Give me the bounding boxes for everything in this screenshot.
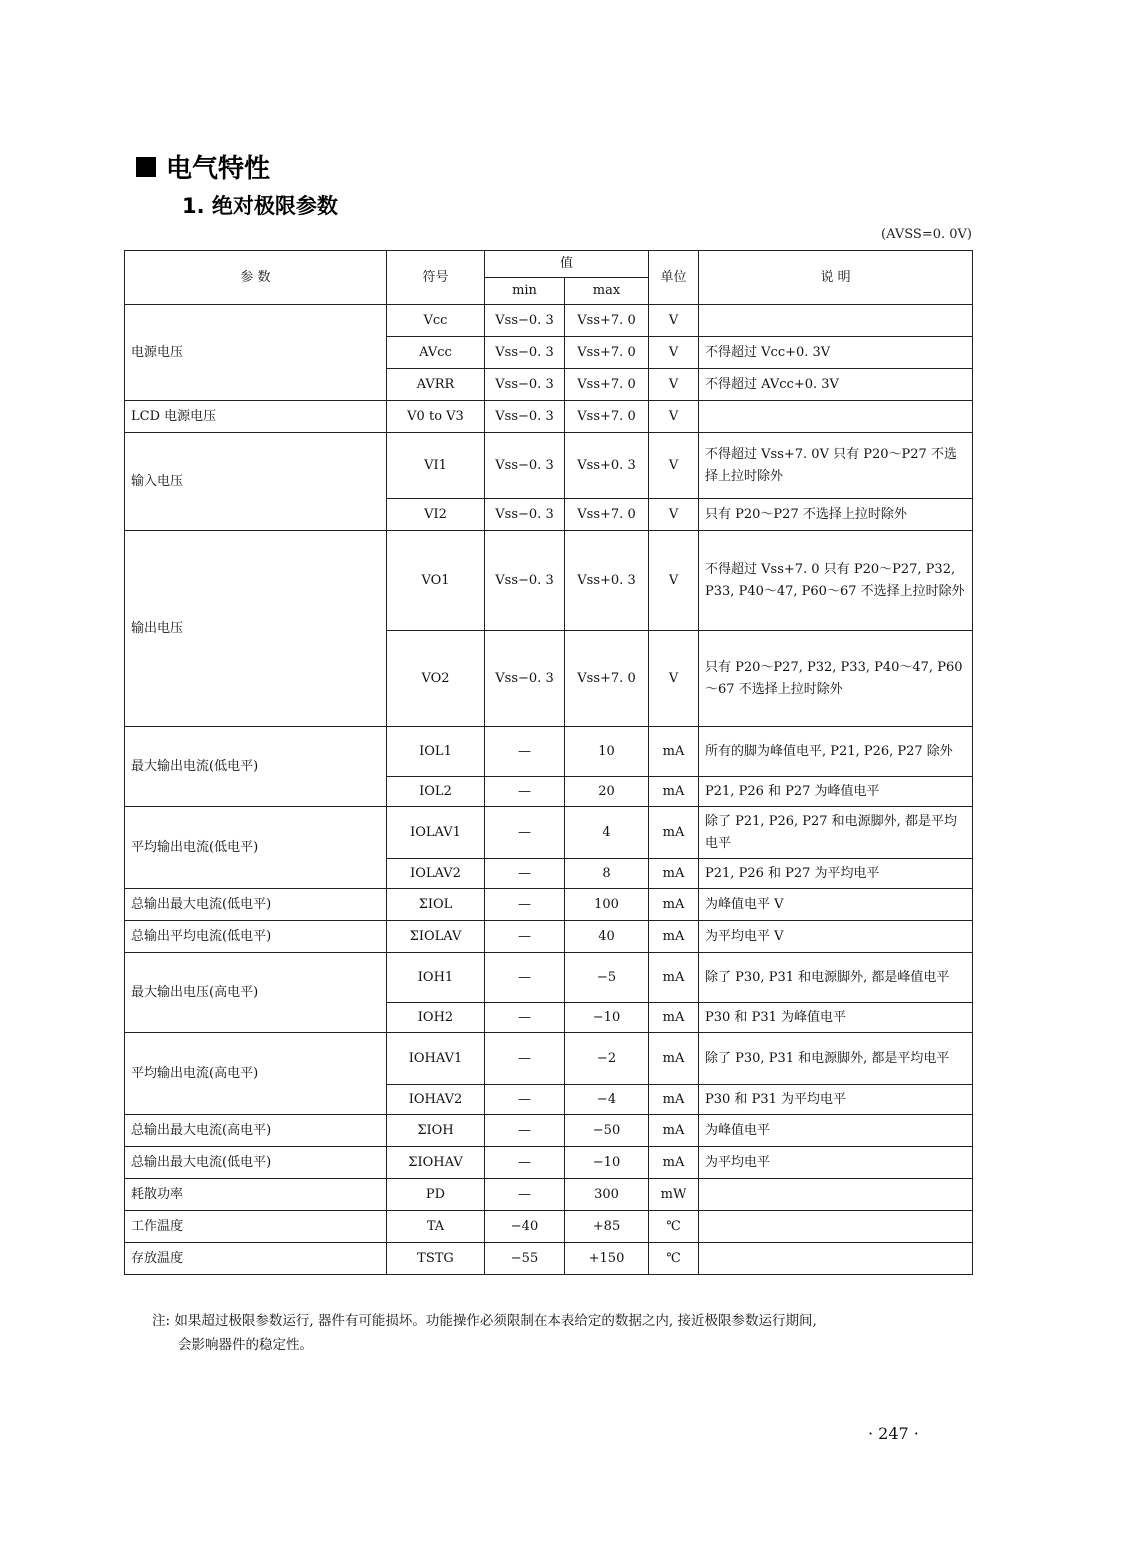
symbol-cell: IOHAV1: [387, 1033, 485, 1085]
symbol-cell: VI2: [387, 499, 485, 531]
min-cell: —: [485, 889, 565, 921]
desc-cell: 所有的脚为峰值电平, P21, P26, P27 除外: [699, 727, 973, 777]
desc-cell: P21, P26 和 P27 为平均电平: [699, 859, 973, 889]
symbol-cell: ΣIOLAV: [387, 921, 485, 953]
desc-cell: P21, P26 和 P27 为峰值电平: [699, 777, 973, 807]
min-cell: —: [485, 727, 565, 777]
unit-cell: mA: [649, 1115, 699, 1147]
param-cell: 总输出最大电流(低电平): [125, 889, 387, 921]
table-row: [125, 953, 973, 1003]
unit-cell: mA: [649, 1147, 699, 1179]
header-value: 值: [485, 251, 649, 278]
desc-cell: 为峰值电平 V: [699, 889, 973, 921]
table-row: [125, 727, 973, 777]
symbol-cell: AVcc: [387, 337, 485, 369]
symbol-cell: ΣIOL: [387, 889, 485, 921]
min-cell: —: [485, 859, 565, 889]
min-cell: —: [485, 1033, 565, 1085]
max-cell: Vss+7. 0: [565, 401, 649, 433]
desc-cell: 除了 P21, P26, P27 和电源脚外, 都是平均电平: [699, 807, 973, 859]
table-row: [125, 1211, 973, 1243]
subsection-title: 1. 绝对极限参数: [182, 194, 338, 218]
square-bullet-icon: [136, 157, 156, 177]
table-row: [125, 1033, 973, 1085]
max-cell: −5: [565, 953, 649, 1003]
desc-cell: [699, 1211, 973, 1243]
table-row: [125, 531, 973, 631]
table-row: [125, 401, 973, 433]
unit-cell: mW: [649, 1179, 699, 1211]
param-cell: LCD 电源电压: [125, 401, 387, 433]
unit-cell: V: [649, 631, 699, 727]
param-cell: 平均输出电流(低电平): [125, 807, 387, 889]
table-row: [125, 807, 973, 859]
min-cell: Vss−0. 3: [485, 305, 565, 337]
unit-cell: mA: [649, 1085, 699, 1115]
unit-cell: V: [649, 499, 699, 531]
table-row: [125, 433, 973, 499]
symbol-cell: VI1: [387, 433, 485, 499]
max-cell: −50: [565, 1115, 649, 1147]
footnote-line-2: 会影响器件的稳定性。: [178, 1336, 313, 1353]
desc-cell: 不得超过 Vcc+0. 3V: [699, 337, 973, 369]
unit-cell: ℃: [649, 1211, 699, 1243]
condition-note: (AVSS=0. 0V): [881, 227, 972, 242]
desc-cell: 不得超过 AVcc+0. 3V: [699, 369, 973, 401]
min-cell: Vss−0. 3: [485, 369, 565, 401]
max-cell: Vss+7. 0: [565, 499, 649, 531]
desc-cell: 为平均电平: [699, 1147, 973, 1179]
max-cell: Vss+7. 0: [565, 337, 649, 369]
param-cell: 电源电压: [125, 305, 387, 401]
header-unit: 单位: [649, 251, 699, 305]
unit-cell: V: [649, 305, 699, 337]
max-cell: 300: [565, 1179, 649, 1211]
unit-cell: mA: [649, 807, 699, 859]
desc-cell: 不得超过 Vss+7. 0V 只有 P20～P27 不选择上拉时除外: [699, 433, 973, 499]
section-title: 电气特性: [166, 154, 271, 184]
table-row: [125, 889, 973, 921]
max-cell: 10: [565, 727, 649, 777]
min-cell: —: [485, 1179, 565, 1211]
max-cell: Vss+7. 0: [565, 369, 649, 401]
symbol-cell: TSTG: [387, 1243, 485, 1275]
max-cell: −2: [565, 1033, 649, 1085]
table-row: [125, 921, 973, 953]
max-cell: Vss+7. 0: [565, 631, 649, 727]
symbol-cell: IOHAV2: [387, 1085, 485, 1115]
max-cell: Vss+0. 3: [565, 433, 649, 499]
header-symbol: 符号: [387, 251, 485, 305]
desc-cell: 为平均电平 V: [699, 921, 973, 953]
unit-cell: mA: [649, 859, 699, 889]
unit-cell: mA: [649, 1033, 699, 1085]
desc-cell: [699, 1243, 973, 1275]
symbol-cell: V0 to V3: [387, 401, 485, 433]
desc-cell: 为峰值电平: [699, 1115, 973, 1147]
min-cell: −40: [485, 1211, 565, 1243]
unit-cell: V: [649, 337, 699, 369]
unit-cell: mA: [649, 777, 699, 807]
desc-cell: 除了 P30, P31 和电源脚外, 都是峰值电平: [699, 953, 973, 1003]
footnote-line-1: 注: 如果超过极限参数运行, 器件有可能损坏。功能操作必须限制在本表给定的数据之内, 接近极限参数运行期间,: [152, 1313, 817, 1329]
symbol-cell: PD: [387, 1179, 485, 1211]
symbol-cell: IOL1: [387, 727, 485, 777]
symbol-cell: ΣIOHAV: [387, 1147, 485, 1179]
desc-cell: 除了 P30, P31 和电源脚外, 都是平均电平: [699, 1033, 973, 1085]
unit-cell: mA: [649, 889, 699, 921]
min-cell: —: [485, 1003, 565, 1033]
desc-cell: 只有 P20～P27, P32, P33, P40～47, P60～67 不选择上拉时除外: [699, 631, 973, 727]
desc-cell: [699, 1179, 973, 1211]
symbol-cell: IOLAV2: [387, 859, 485, 889]
max-cell: Vss+0. 3: [565, 531, 649, 631]
max-cell: −4: [565, 1085, 649, 1115]
symbol-cell: IOLAV1: [387, 807, 485, 859]
absolute-max-ratings-table: [124, 250, 973, 1275]
symbol-cell: TA: [387, 1211, 485, 1243]
symbol-cell: Vcc: [387, 305, 485, 337]
param-cell: 总输出平均电流(低电平): [125, 921, 387, 953]
symbol-cell: IOL2: [387, 777, 485, 807]
param-cell: 工作温度: [125, 1211, 387, 1243]
max-cell: 100: [565, 889, 649, 921]
desc-cell: 不得超过 Vss+7. 0 只有 P20～P27, P32, P33, P40～47, P60～67 不选择上拉时除外: [699, 531, 973, 631]
max-cell: Vss+7. 0: [565, 305, 649, 337]
header-desc: 说 明: [699, 251, 973, 305]
desc-cell: 只有 P20～P27 不选择上拉时除外: [699, 499, 973, 531]
min-cell: —: [485, 921, 565, 953]
max-cell: −10: [565, 1003, 649, 1033]
table-row: [125, 1243, 973, 1275]
min-cell: −55: [485, 1243, 565, 1275]
min-cell: Vss−0. 3: [485, 499, 565, 531]
max-cell: +150: [565, 1243, 649, 1275]
desc-cell: [699, 401, 973, 433]
min-cell: —: [485, 1085, 565, 1115]
max-cell: 8: [565, 859, 649, 889]
page-number: · 247 ·: [868, 1424, 919, 1443]
unit-cell: V: [649, 401, 699, 433]
max-cell: 4: [565, 807, 649, 859]
unit-cell: mA: [649, 953, 699, 1003]
header-min: min: [485, 278, 565, 305]
max-cell: +85: [565, 1211, 649, 1243]
unit-cell: V: [649, 531, 699, 631]
param-cell: 总输出最大电流(低电平): [125, 1147, 387, 1179]
min-cell: Vss−0. 3: [485, 433, 565, 499]
param-cell: 输入电压: [125, 433, 387, 531]
max-cell: 40: [565, 921, 649, 953]
symbol-cell: AVRR: [387, 369, 485, 401]
min-cell: Vss−0. 3: [485, 337, 565, 369]
param-cell: 输出电压: [125, 531, 387, 727]
param-cell: 耗散功率: [125, 1179, 387, 1211]
unit-cell: V: [649, 433, 699, 499]
footnote: [152, 1310, 982, 1357]
max-cell: 20: [565, 777, 649, 807]
unit-cell: V: [649, 369, 699, 401]
param-cell: 最大输出电流(低电平): [125, 727, 387, 807]
unit-cell: ℃: [649, 1243, 699, 1275]
symbol-cell: IOH2: [387, 1003, 485, 1033]
param-cell: 最大输出电压(高电平): [125, 953, 387, 1033]
min-cell: —: [485, 1115, 565, 1147]
desc-cell: P30 和 P31 为峰值电平: [699, 1003, 973, 1033]
header-param: 参 数: [125, 251, 387, 305]
table-row: [125, 305, 973, 337]
min-cell: —: [485, 1147, 565, 1179]
symbol-cell: ΣIOH: [387, 1115, 485, 1147]
table-row: [125, 1115, 973, 1147]
param-cell: 总输出最大电流(高电平): [125, 1115, 387, 1147]
symbol-cell: IOH1: [387, 953, 485, 1003]
unit-cell: mA: [649, 921, 699, 953]
min-cell: —: [485, 953, 565, 1003]
min-cell: Vss−0. 3: [485, 401, 565, 433]
param-cell: 存放温度: [125, 1243, 387, 1275]
table-body: [125, 305, 973, 1275]
unit-cell: mA: [649, 1003, 699, 1033]
min-cell: Vss−0. 3: [485, 531, 565, 631]
symbol-cell: VO1: [387, 531, 485, 631]
max-cell: −10: [565, 1147, 649, 1179]
desc-cell: [699, 305, 973, 337]
min-cell: —: [485, 777, 565, 807]
min-cell: —: [485, 807, 565, 859]
section-heading: [136, 148, 270, 185]
symbol-cell: VO2: [387, 631, 485, 727]
desc-cell: P30 和 P31 为平均电平: [699, 1085, 973, 1115]
param-cell: 平均输出电流(高电平): [125, 1033, 387, 1115]
min-cell: Vss−0. 3: [485, 631, 565, 727]
table-row: [125, 1147, 973, 1179]
header-max: max: [565, 278, 649, 305]
table-row: [125, 1179, 973, 1211]
unit-cell: mA: [649, 727, 699, 777]
